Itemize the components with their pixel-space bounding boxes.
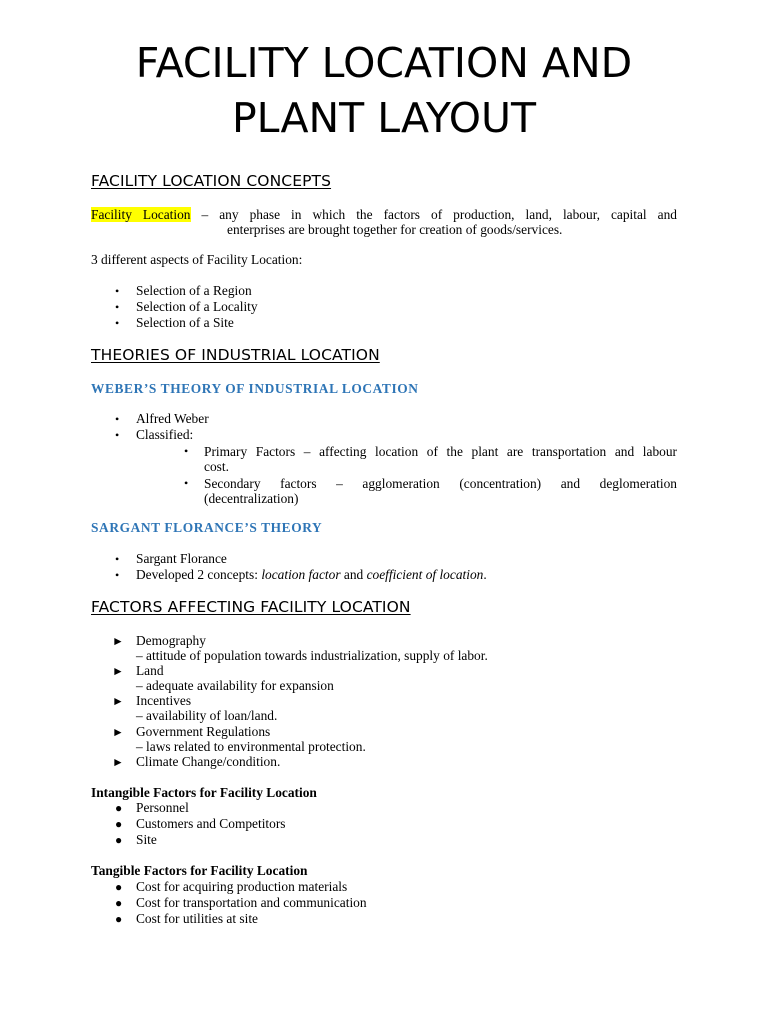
bullet-icon: ● [115,801,123,815]
list-item: ● Personnel [115,800,189,815]
list-item: • Sargant Florance [115,551,227,566]
bullet-icon: • [184,476,189,490]
document-title [0,36,768,146]
bullet-icon: • [115,428,120,443]
bullet-icon: • [115,552,120,566]
bullet-icon: • [115,284,120,298]
tangible-list [115,879,367,928]
list-item: • Selection of a Region [115,283,252,298]
highlighted-term: Facility Location [91,207,191,222]
list-item: ► Climate Change/condition. [112,753,281,769]
list-item: ► Incentives – availability of loan/land. [112,693,278,724]
arrow-bullet-icon: ► [112,694,124,709]
list-item: ● Customers and Competitors [115,816,286,832]
bullet-icon: ● [115,833,123,848]
bullet-icon: • [115,300,120,315]
term-coefficient: coefficient of location [366,567,484,583]
weber-heading: WEBER’S THEORY OF INDUSTRIAL LOCATION [91,381,419,396]
intangible-list [115,800,286,849]
aspects-intro: 3 different aspects of Facility Location: [91,252,303,267]
bullet-icon: • [115,412,120,426]
arrow-bullet-icon: ► [112,634,124,648]
list-item: • Selection of a Locality [115,299,258,315]
title-line-2: PLANT LAYOUT [231,94,537,142]
florance-heading: SARGANT FLORANCE’S THEORY [91,520,323,535]
list-item: • Selection of a Site [115,315,234,331]
list-item: ● Cost for acquiring production materials [115,879,348,894]
definition-line-2: enterprises are brought together for creation of goods/services. [227,222,563,237]
bullet-icon: ● [115,912,123,927]
list-item: • Developed 2 concepts: location factor and coefficient of location. [115,567,487,583]
section-heading-theories: THEORIES OF INDUSTRIAL LOCATION [91,346,380,364]
definition-line-1 [91,207,677,223]
term-location-factor: location factor [261,567,341,583]
list-item: ► Demography – attitude of population towards industrialization, supply of labor. [112,633,488,664]
aspects-list [115,283,258,332]
arrow-bullet-icon: ► [112,754,124,769]
list-item: ● Cost for transportation and communication [115,895,367,911]
arrow-bullet-icon: ► [112,724,124,739]
list-item: • Alfred Weber [115,411,209,426]
section-heading-factors: FACTORS AFFECTING FACILITY LOCATION [91,598,411,616]
list-item: ► Land – adequate availability for expansion [112,663,334,694]
secondary-factors-line-1: • Secondary factors – agglomeration (concentration) and deglomeration [184,476,677,491]
bullet-icon: ● [115,817,123,832]
tangible-heading: Tangible Factors for Facility Location [91,863,308,878]
definition-text: – any phase in which the factors of production, land, labour, capital and [201,207,677,222]
bullet-icon: ● [115,896,123,911]
intangible-heading: Intangible Factors for Facility Location [91,785,317,800]
primary-factors-line-2: cost. [204,459,229,474]
arrow-bullet-icon: ► [112,664,124,679]
bullet-icon: • [184,444,189,458]
florance-list [115,551,487,583]
bullet-icon: ● [115,880,123,894]
primary-factors-line-1: • Primary Factors – affecting location of the plant are transportation and labour [184,444,677,459]
list-item: ● Cost for utilities at site [115,911,258,927]
factors-list [112,633,488,769]
weber-list [115,411,209,443]
list-item: ● Site [115,832,157,848]
bullet-icon: • [115,568,120,583]
bullet-icon: • [115,316,120,331]
list-item: • Classified: [115,427,194,443]
list-item: ► Government Regulations – laws related to environmental protection. [112,723,366,754]
title-line-1: FACILITY LOCATION AND [135,39,633,87]
secondary-factors-line-2: (decentralization) [204,491,299,506]
section-heading-concepts: FACILITY LOCATION CONCEPTS [91,172,332,190]
